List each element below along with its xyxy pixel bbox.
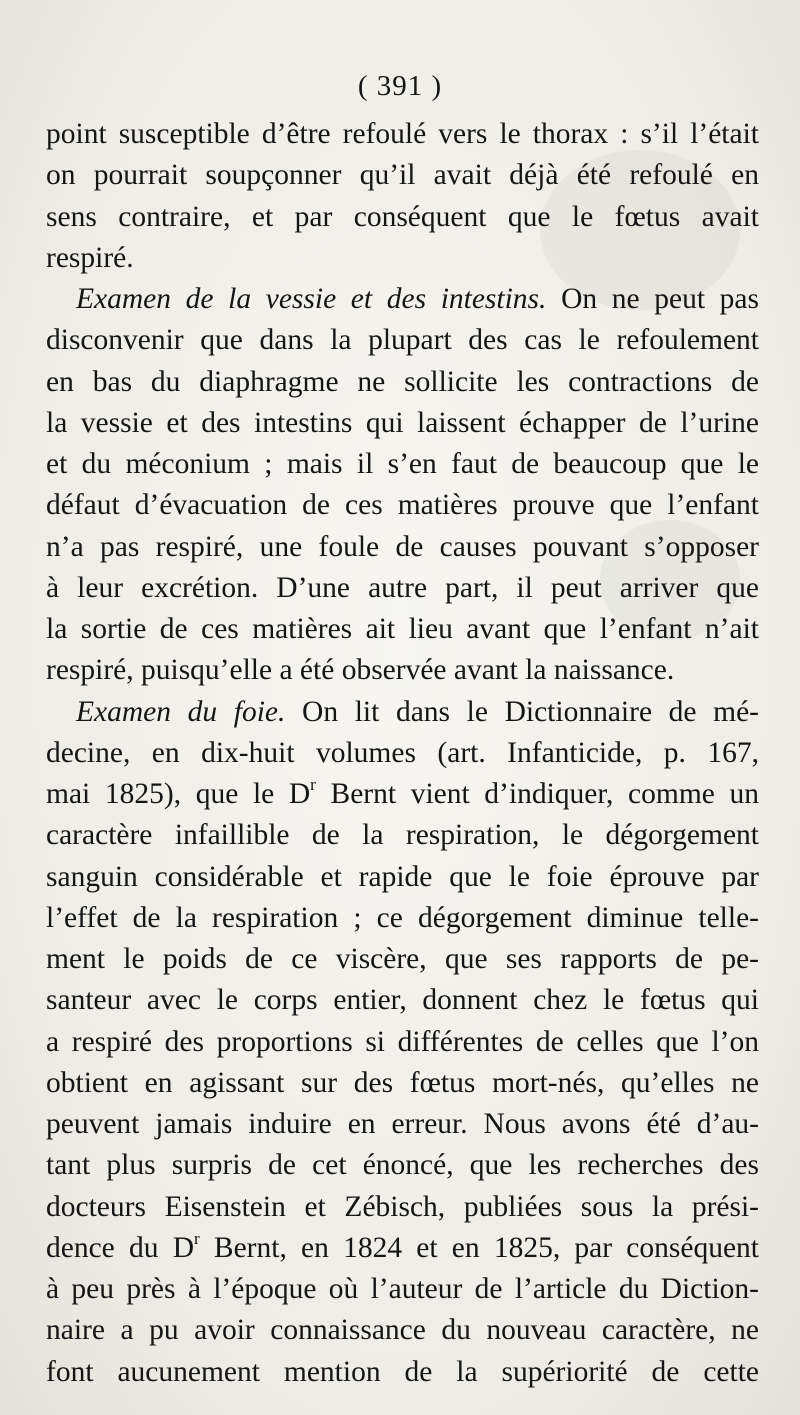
text-line bbox=[46, 238, 759, 279]
text-line bbox=[46, 1228, 759, 1269]
line-text: mai 1825), que le D bbox=[46, 778, 311, 810]
line-text: caractère infaillible de la respiration, le dégorgement bbox=[46, 819, 759, 852]
text-line bbox=[46, 980, 759, 1021]
line-text: sanguin considérable et rapide que le foie éprouve par bbox=[46, 860, 759, 893]
line-text: On lit dans le Dictionnaire de mé- bbox=[285, 695, 759, 728]
line-text: ment le poids de ce viscère, que ses rapports de pe- bbox=[46, 943, 759, 975]
text-line bbox=[46, 1104, 759, 1145]
text-line bbox=[46, 362, 759, 403]
superscript: r bbox=[310, 775, 316, 795]
line-text: tant plus surpris de cet énoncé, que les recherches des bbox=[46, 1149, 759, 1182]
line-text: en bas du diaphragme ne sollicite les contractions de bbox=[46, 365, 759, 398]
text-line bbox=[46, 815, 759, 856]
text-line bbox=[46, 527, 759, 568]
page-number: ( 391 ) bbox=[357, 70, 443, 102]
line-text: on pourrait soupçonner qu’il avait déjà été refoulé en bbox=[46, 159, 759, 192]
line-text: dence du D bbox=[46, 1231, 194, 1264]
line-text: Bernt, en 1824 et en 1825, par conséquent bbox=[199, 1231, 759, 1264]
text-line bbox=[46, 1145, 759, 1186]
line-text: a respiré des proportions si différentes de celles que l’on bbox=[46, 1025, 759, 1058]
line-text: à peu près à l’époque où l’auteur de l’article du Diction- bbox=[46, 1273, 759, 1305]
superscript: r bbox=[194, 1228, 200, 1248]
text-line bbox=[46, 692, 759, 733]
line-text: peuvent jamais induire en erreur. Nous avons été d’au- bbox=[46, 1108, 759, 1140]
line-text: sens contraire, et par conséquent que le fœtus avait bbox=[46, 200, 759, 233]
line-text: decine, en dix-huit volumes (art. Infanticide, p. 167, bbox=[46, 736, 759, 769]
text-line bbox=[46, 1063, 759, 1104]
text-line bbox=[46, 1269, 759, 1310]
text-line bbox=[46, 485, 759, 526]
line-text: n’a pas respiré, une foule de causes pouvant s’opposer bbox=[46, 530, 759, 563]
line-text: à leur excrétion. D’une autre part, il peut arriver que bbox=[46, 571, 759, 604]
line-text: naire a pu avoir connaissance du nouveau caractère, ne bbox=[46, 1314, 759, 1347]
text-line bbox=[46, 650, 759, 691]
line-text: l’effet de la respiration ; ce dégorgement diminue telle- bbox=[46, 901, 759, 934]
line-text: point susceptible d’être refoulé vers le thorax : s’il l’était bbox=[46, 118, 759, 150]
line-text: défaut d’évacuation de ces matières prouve que l’enfant bbox=[46, 489, 759, 522]
line-text: On ne peut pas bbox=[546, 283, 759, 315]
text-line bbox=[46, 197, 759, 238]
text-line bbox=[46, 1310, 759, 1351]
line-text: et du méconium ; mais il s’en faut de beaucoup que le bbox=[46, 448, 759, 480]
text-line bbox=[46, 279, 759, 320]
text-line bbox=[46, 114, 759, 155]
line-text: Bernt vient d’indiquer, comme un bbox=[315, 778, 759, 810]
line-text: la sortie de ces matières ait lieu avant que l’enfant n’ait bbox=[46, 613, 759, 645]
line-text: disconvenir que dans la plupart des cas le refoulement bbox=[46, 324, 759, 357]
line-text: la vessie et des intestins qui laissent échapper de l’urine bbox=[46, 406, 759, 439]
line-text: font aucunement mention de la supériorité de cette bbox=[46, 1355, 759, 1388]
text-line bbox=[46, 1352, 759, 1393]
line-text: docteurs Eisenstein et Zébisch, publiées sous la prési- bbox=[46, 1190, 759, 1223]
body-text bbox=[46, 114, 759, 1393]
text-line bbox=[46, 444, 759, 485]
text-line bbox=[46, 898, 759, 939]
text-line bbox=[46, 609, 759, 650]
text-line bbox=[46, 733, 759, 774]
line-text: respiré, puisqu’elle a été observée avant la naissance. bbox=[46, 654, 675, 687]
text-line bbox=[46, 1187, 759, 1228]
text-line bbox=[46, 568, 759, 609]
text-line bbox=[46, 939, 759, 980]
section-heading: Examen de la vessie et des intestins. bbox=[76, 283, 547, 315]
text-line bbox=[46, 155, 759, 196]
text-line bbox=[46, 403, 759, 444]
line-text: respiré. bbox=[46, 241, 134, 274]
text-line bbox=[46, 1022, 759, 1063]
section-heading: Examen du foie. bbox=[76, 695, 286, 728]
text-line bbox=[46, 774, 759, 815]
text-line bbox=[46, 320, 759, 361]
text-line bbox=[46, 857, 759, 898]
line-text: obtient en agissant sur des fœtus mort-nés, qu’elles ne bbox=[46, 1066, 759, 1099]
line-text: santeur avec le corps entier, donnent chez le fœtus qui bbox=[46, 984, 759, 1017]
